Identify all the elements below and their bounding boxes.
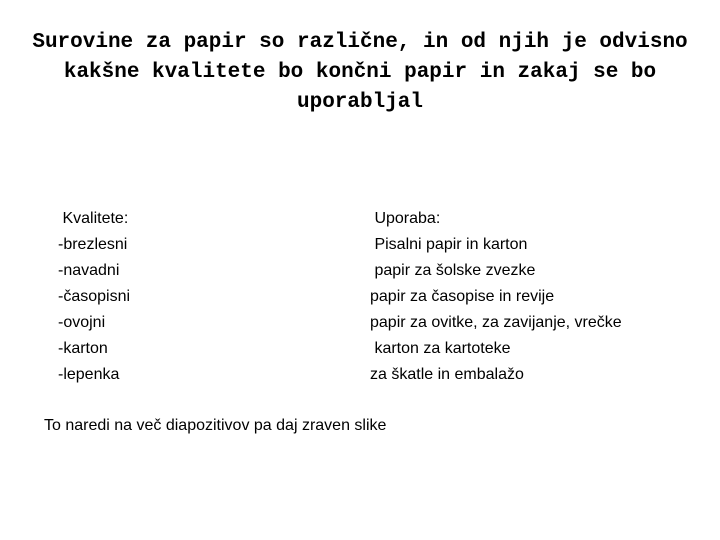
footer-note: To naredi na več diapozitivov pa daj zraven slike	[44, 417, 387, 434]
quality-list	[58, 206, 130, 388]
title-line-2: kakšne kvalitete bo končni papir in zakaj se bo	[63, 61, 657, 84]
quality-item: -časopisni	[58, 288, 131, 305]
quality-item: -karton	[58, 340, 108, 357]
usage-item: papir za časopise in revije	[370, 288, 555, 305]
usage-item: za škatle in embalažo	[370, 366, 524, 383]
usage-item: karton za kartoteke	[370, 340, 511, 357]
quality-item: -brezlesni	[58, 236, 128, 253]
quality-item: -ovojni	[58, 314, 106, 331]
quality-item: -lepenka	[58, 366, 120, 383]
slide-title	[10, 28, 710, 118]
usage-heading: Uporaba:	[370, 210, 441, 227]
usage-item: papir za ovitke, za zavijanje, vrečke	[370, 314, 622, 331]
usage-item: papir za šolske zvezke	[370, 262, 536, 279]
usage-item: Pisalni papir in karton	[370, 236, 528, 253]
title-line-1: Surovine za papir so različne, in od njih je odvisno	[32, 31, 688, 54]
quality-heading: Kvalitete:	[58, 210, 129, 227]
title-line-3: uporabljal	[296, 91, 424, 114]
quality-item: -navadni	[58, 262, 120, 279]
usage-list	[370, 206, 622, 388]
